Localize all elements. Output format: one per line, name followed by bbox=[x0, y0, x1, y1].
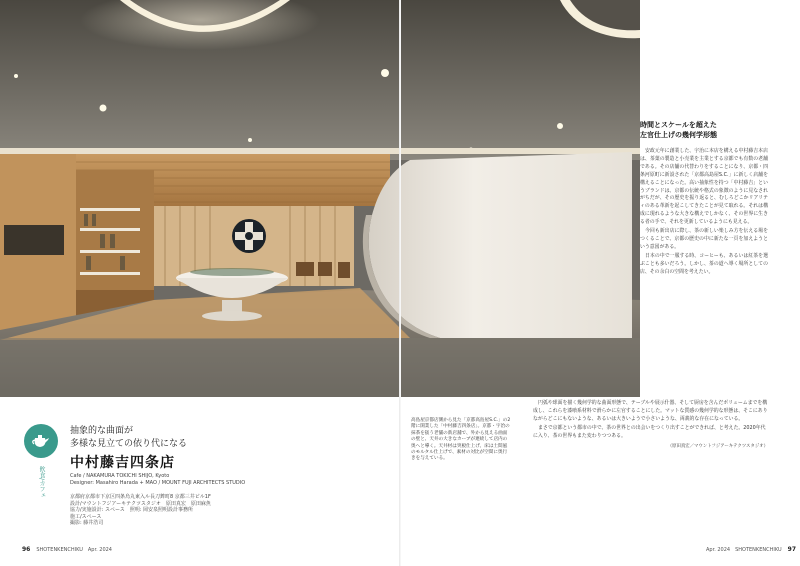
body-paragraph: 円弧や球面を描く幾何学的な曲面形態で、テーブルや展示什器、そして厨房を含んだボリュームまでを構成し、これらを漆喰系材料で滑らかに左官することにした。マットな質感の幾何学的な形態は、そこにありながらどこにもないような、あるいは大きいようで小さいような、両義的な存在になっている。 bbox=[533, 400, 768, 422]
credit-line: Designer: Masahiro Harada + MAO / MOUNT FUJI ARCHITECTS STUDIO bbox=[70, 480, 246, 486]
page-number: 96 bbox=[22, 546, 31, 553]
article-body bbox=[640, 148, 768, 277]
shop-name: 中村藤吉四条店 bbox=[70, 455, 175, 471]
page-gutter bbox=[399, 0, 401, 566]
folio-text: Apr. 2024 SHOTENKENCHIKU bbox=[706, 547, 782, 553]
body-paragraph: 安政元年に創業した、宇治に本店を構える中村藤吉本店は、茶葉の製造と小売業を主業とする京都でも有数の老舗である。その店舗の代替わりをすることになり、京都・四条河原町に新設された「京都高島屋S.C.」に新しく店舗を構えることになった。高い抽象性を持つ「中村藤吉」というブランドは、京都の伝統や格式の象徴のように見なされがちだが、その歴史を振り返ると、むしろどこかリアリティのある革新を起こしてきたことが見て取れる。それは構成に現れるような大きな構えでしかなく、その世界に生きる者の手で、それを更新しているようにも見える。 bbox=[640, 148, 768, 226]
credit-line: Cafe / NAKAMURA TOKICHI SHIJO, Kyoto bbox=[70, 473, 170, 479]
heading-line: 時間とスケールを超えた bbox=[640, 121, 717, 129]
info-line: 京都府京都市下京区四条烏丸東入ル長刀鉾町8 京都三井ビル1F bbox=[70, 494, 211, 500]
english-credits bbox=[70, 473, 245, 487]
info-line: 協力/実施設計: スペース 照明: 岡安泉照明設計事務所 bbox=[70, 507, 193, 513]
byline: （原田真宏／マウントフジアーキテクツスタジオ） bbox=[667, 443, 768, 449]
body-paragraph: まさで京都という都市の中で、茶の世界との出会いをつくり出すことができれば、と考えた。2020年代に入り、茶の世界もまた変わりつつある。 bbox=[533, 424, 766, 439]
article-heading bbox=[640, 120, 717, 140]
article-body-lower bbox=[533, 400, 768, 450]
info-line: 施工/スペース bbox=[70, 513, 102, 520]
body-paragraph: 今回も新出店に際し、茶の新しい楽しみ方を伝える場をつくることで、京都の歴史の中に新たな一頁を加えようという意図がある。 bbox=[640, 228, 768, 250]
info-line: 撮影: 藤井浩司 bbox=[70, 520, 104, 526]
category-label: 飲食/カフェ bbox=[38, 466, 45, 499]
project-info bbox=[70, 494, 211, 527]
lead-line: 多様な見立ての依り代になる bbox=[70, 439, 188, 449]
lead-line: 抽象的な曲面が bbox=[70, 426, 134, 436]
folio-right bbox=[706, 546, 796, 553]
heading-line: 左官仕上げの幾何学形態 bbox=[640, 131, 717, 139]
info-line: 設計/マウントフジアーキテクツスタジオ 原田真宏 原田麻魚 bbox=[70, 500, 211, 507]
body-paragraph: 日本の中で一服する時、コーヒーも、あるいは紅茶を選ぶことも多いだろう。しかし、茶の道へ導く場所としての店、その余白の空間を考えたい。 bbox=[640, 252, 768, 275]
teapot-icon bbox=[24, 424, 58, 458]
folio-left bbox=[22, 546, 112, 553]
photo-caption: 高島屋京都店側から見た「京都高島屋S.C.」の2階に開業した「中村藤吉四条店」。京都・宇治の抹茶を扱う老舗の新店舗で、外から見える曲面の壁と、天井の大きなカーブが連続して店内の奥へと導く。天井材は突板仕上げ、床は土間風のモルタル仕上げで、素材の対比が空間に奥行きを与えている。 bbox=[411, 418, 511, 462]
page-number: 97 bbox=[787, 546, 796, 553]
lead-copy bbox=[70, 425, 187, 451]
folio-text: SHOTENKENCHIKU Apr. 2024 bbox=[36, 547, 112, 553]
